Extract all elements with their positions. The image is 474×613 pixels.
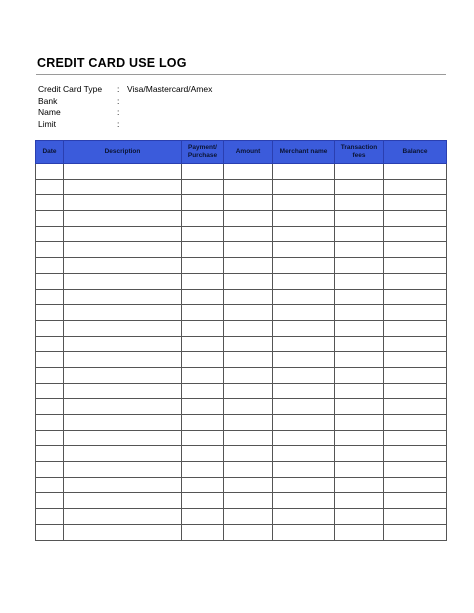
cell-merchant-name[interactable]: [273, 179, 335, 195]
cell-transaction-fees[interactable]: [335, 493, 384, 509]
cell-transaction-fees[interactable]: [335, 320, 384, 336]
header-merchant-name: Merchant name: [273, 141, 335, 164]
cell-amount[interactable]: [224, 430, 273, 446]
cell-balance[interactable]: [384, 477, 447, 493]
cell-date[interactable]: [36, 524, 64, 540]
table-row: [36, 477, 447, 493]
header-amount: Amount: [224, 141, 273, 164]
cell-transaction-fees[interactable]: [335, 336, 384, 352]
cell-amount[interactable]: [224, 320, 273, 336]
table-row: [36, 273, 447, 289]
table-body: [36, 164, 447, 541]
table-row: [36, 164, 447, 180]
cell-merchant-name[interactable]: [273, 383, 335, 399]
cell-merchant-name[interactable]: [273, 305, 335, 321]
header-date: Date: [36, 141, 64, 164]
cell-balance[interactable]: [384, 367, 447, 383]
cell-description[interactable]: [64, 211, 182, 227]
cell-transaction-fees[interactable]: [335, 195, 384, 211]
cell-description[interactable]: [64, 289, 182, 305]
cell-amount[interactable]: [224, 195, 273, 211]
cell-merchant-name[interactable]: [273, 273, 335, 289]
cell-payment-purchase[interactable]: [182, 195, 224, 211]
field-label: Credit Card Type: [38, 84, 103, 94]
cell-description[interactable]: [64, 273, 182, 289]
cell-payment-purchase[interactable]: [182, 367, 224, 383]
cell-payment-purchase[interactable]: [182, 179, 224, 195]
cell-amount[interactable]: [224, 242, 273, 258]
cell-balance[interactable]: [384, 258, 447, 274]
cell-date[interactable]: [36, 164, 64, 180]
cell-date[interactable]: [36, 258, 64, 274]
cell-description[interactable]: [64, 446, 182, 462]
field-label: Name: [38, 107, 61, 117]
cell-transaction-fees[interactable]: [335, 305, 384, 321]
cell-merchant-name[interactable]: [273, 258, 335, 274]
cell-amount[interactable]: [224, 367, 273, 383]
cell-payment-purchase[interactable]: [182, 336, 224, 352]
cell-amount[interactable]: [224, 179, 273, 195]
cell-description[interactable]: [64, 164, 182, 180]
table-row: [36, 352, 447, 368]
cell-balance[interactable]: [384, 524, 447, 540]
cell-merchant-name[interactable]: [273, 399, 335, 415]
cell-amount[interactable]: [224, 273, 273, 289]
cell-payment-purchase[interactable]: [182, 289, 224, 305]
cell-transaction-fees[interactable]: [335, 226, 384, 242]
cell-description[interactable]: [64, 399, 182, 415]
document-title: CREDIT CARD USE LOG: [37, 56, 187, 70]
cell-balance[interactable]: [384, 509, 447, 525]
field-limit: [38, 119, 212, 131]
cell-payment-purchase[interactable]: [182, 352, 224, 368]
cell-amount[interactable]: [224, 383, 273, 399]
cell-amount[interactable]: [224, 164, 273, 180]
cell-transaction-fees[interactable]: [335, 179, 384, 195]
cell-description[interactable]: [64, 179, 182, 195]
cell-description[interactable]: [64, 383, 182, 399]
table-row: [36, 524, 447, 540]
cell-merchant-name[interactable]: [273, 289, 335, 305]
cell-amount[interactable]: [224, 352, 273, 368]
cell-date[interactable]: [36, 305, 64, 321]
field-bank: [38, 96, 212, 108]
cell-description[interactable]: [64, 415, 182, 431]
cell-transaction-fees[interactable]: [335, 273, 384, 289]
table-row: [36, 493, 447, 509]
cell-merchant-name[interactable]: [273, 524, 335, 540]
cell-payment-purchase[interactable]: [182, 399, 224, 415]
cell-payment-purchase[interactable]: [182, 493, 224, 509]
cell-description[interactable]: [64, 226, 182, 242]
cell-description[interactable]: [64, 493, 182, 509]
cell-merchant-name[interactable]: [273, 415, 335, 431]
cell-date[interactable]: [36, 383, 64, 399]
table-row: [36, 195, 447, 211]
cell-merchant-name[interactable]: [273, 493, 335, 509]
cell-date[interactable]: [36, 446, 64, 462]
cell-balance[interactable]: [384, 415, 447, 431]
cell-amount[interactable]: [224, 477, 273, 493]
cell-transaction-fees[interactable]: [335, 462, 384, 478]
cell-date[interactable]: [36, 273, 64, 289]
cell-description[interactable]: [64, 477, 182, 493]
cell-balance[interactable]: [384, 305, 447, 321]
cell-description[interactable]: [64, 305, 182, 321]
cell-payment-purchase[interactable]: [182, 226, 224, 242]
cell-date[interactable]: [36, 226, 64, 242]
cell-transaction-fees[interactable]: [335, 258, 384, 274]
cell-description[interactable]: [64, 320, 182, 336]
cell-balance[interactable]: [384, 399, 447, 415]
cell-merchant-name[interactable]: [273, 509, 335, 525]
cell-date[interactable]: [36, 462, 64, 478]
cell-payment-purchase[interactable]: [182, 320, 224, 336]
cell-balance[interactable]: [384, 195, 447, 211]
cell-payment-purchase[interactable]: [182, 477, 224, 493]
cell-merchant-name[interactable]: [273, 211, 335, 227]
cell-date[interactable]: [36, 509, 64, 525]
cell-transaction-fees[interactable]: [335, 477, 384, 493]
header-balance: Balance: [384, 141, 447, 164]
cell-description[interactable]: [64, 242, 182, 258]
table-row: [36, 367, 447, 383]
cell-balance[interactable]: [384, 226, 447, 242]
cell-transaction-fees[interactable]: [335, 446, 384, 462]
cell-date[interactable]: [36, 195, 64, 211]
cell-date[interactable]: [36, 352, 64, 368]
field-separator: :: [117, 84, 120, 94]
cell-amount[interactable]: [224, 289, 273, 305]
cell-payment-purchase[interactable]: [182, 164, 224, 180]
cell-transaction-fees[interactable]: [335, 415, 384, 431]
cell-transaction-fees[interactable]: [335, 242, 384, 258]
cell-merchant-name[interactable]: [273, 462, 335, 478]
cell-balance[interactable]: [384, 446, 447, 462]
cell-payment-purchase[interactable]: [182, 415, 224, 431]
table-row: [36, 289, 447, 305]
cell-amount[interactable]: [224, 415, 273, 431]
cell-payment-purchase[interactable]: [182, 383, 224, 399]
cell-date[interactable]: [36, 179, 64, 195]
field-value: Visa/Mastercard/Amex: [127, 84, 213, 94]
cell-payment-purchase[interactable]: [182, 273, 224, 289]
cell-date[interactable]: [36, 493, 64, 509]
cell-transaction-fees[interactable]: [335, 367, 384, 383]
cell-description[interactable]: [64, 258, 182, 274]
cell-description[interactable]: [64, 352, 182, 368]
cell-transaction-fees[interactable]: [335, 352, 384, 368]
cell-amount[interactable]: [224, 226, 273, 242]
cell-merchant-name[interactable]: [273, 336, 335, 352]
cell-transaction-fees[interactable]: [335, 383, 384, 399]
cell-balance[interactable]: [384, 462, 447, 478]
cell-balance[interactable]: [384, 320, 447, 336]
cell-balance[interactable]: [384, 273, 447, 289]
cell-amount[interactable]: [224, 493, 273, 509]
table-row: [36, 305, 447, 321]
cell-merchant-name[interactable]: [273, 477, 335, 493]
cell-transaction-fees[interactable]: [335, 430, 384, 446]
cell-transaction-fees[interactable]: [335, 509, 384, 525]
cell-amount[interactable]: [224, 509, 273, 525]
cell-balance[interactable]: [384, 289, 447, 305]
cell-description[interactable]: [64, 430, 182, 446]
cell-balance[interactable]: [384, 430, 447, 446]
table-row: [36, 415, 447, 431]
title-divider: [36, 74, 446, 75]
cell-description[interactable]: [64, 367, 182, 383]
cell-payment-purchase[interactable]: [182, 258, 224, 274]
cell-payment-purchase[interactable]: [182, 462, 224, 478]
cell-merchant-name[interactable]: [273, 367, 335, 383]
cell-description[interactable]: [64, 524, 182, 540]
cell-balance[interactable]: [384, 352, 447, 368]
cell-merchant-name[interactable]: [273, 430, 335, 446]
table-row: [36, 446, 447, 462]
cell-balance[interactable]: [384, 211, 447, 227]
field-card-type: [38, 84, 212, 96]
cell-balance[interactable]: [384, 164, 447, 180]
table-row: [36, 430, 447, 446]
table-row: [36, 320, 447, 336]
field-separator: :: [117, 95, 120, 106]
cell-amount[interactable]: [224, 399, 273, 415]
cell-date[interactable]: [36, 320, 64, 336]
cell-balance[interactable]: [384, 242, 447, 258]
cell-amount[interactable]: [224, 211, 273, 227]
header-transaction-fees: Transaction fees: [335, 141, 384, 164]
table-row: [36, 509, 447, 525]
cell-payment-purchase[interactable]: [182, 430, 224, 446]
cell-amount[interactable]: [224, 524, 273, 540]
table-row: [36, 211, 447, 227]
cell-payment-purchase[interactable]: [182, 446, 224, 462]
table-row: [36, 226, 447, 242]
table-row: [36, 462, 447, 478]
cell-balance[interactable]: [384, 383, 447, 399]
cell-date[interactable]: [36, 430, 64, 446]
cell-date[interactable]: [36, 289, 64, 305]
cell-description[interactable]: [64, 336, 182, 352]
cell-date[interactable]: [36, 477, 64, 493]
credit-card-log-table: [35, 140, 447, 541]
cell-amount[interactable]: [224, 446, 273, 462]
table-row: [36, 383, 447, 399]
cell-balance[interactable]: [384, 493, 447, 509]
cell-date[interactable]: [36, 211, 64, 227]
cell-transaction-fees[interactable]: [335, 211, 384, 227]
cell-date[interactable]: [36, 415, 64, 431]
cell-payment-purchase[interactable]: [182, 242, 224, 258]
cell-description[interactable]: [64, 462, 182, 478]
cell-date[interactable]: [36, 399, 64, 415]
cell-payment-purchase[interactable]: [182, 305, 224, 321]
cell-merchant-name[interactable]: [273, 446, 335, 462]
card-info-section: [38, 84, 212, 130]
cell-transaction-fees[interactable]: [335, 164, 384, 180]
table-row: [36, 399, 447, 415]
table-row: [36, 258, 447, 274]
field-label: Bank: [38, 95, 58, 106]
cell-description[interactable]: [64, 195, 182, 211]
table-row: [36, 179, 447, 195]
cell-date[interactable]: [36, 336, 64, 352]
field-separator: :: [117, 118, 120, 129]
cell-balance[interactable]: [384, 336, 447, 352]
cell-merchant-name[interactable]: [273, 195, 335, 211]
field-label: Limit: [38, 118, 56, 129]
cell-date[interactable]: [36, 242, 64, 258]
cell-balance[interactable]: [384, 179, 447, 195]
cell-amount[interactable]: [224, 336, 273, 352]
cell-description[interactable]: [64, 509, 182, 525]
header-payment-purchase: Payment/ Purchase: [182, 141, 224, 164]
field-name: [38, 107, 212, 119]
cell-transaction-fees[interactable]: [335, 289, 384, 305]
cell-amount[interactable]: [224, 305, 273, 321]
header-description: Description: [64, 141, 182, 164]
cell-amount[interactable]: [224, 258, 273, 274]
cell-amount[interactable]: [224, 462, 273, 478]
table-row: [36, 242, 447, 258]
cell-payment-purchase[interactable]: [182, 211, 224, 227]
cell-transaction-fees[interactable]: [335, 399, 384, 415]
cell-payment-purchase[interactable]: [182, 509, 224, 525]
cell-merchant-name[interactable]: [273, 226, 335, 242]
table-row: [36, 336, 447, 352]
cell-merchant-name[interactable]: [273, 164, 335, 180]
cell-transaction-fees[interactable]: [335, 524, 384, 540]
cell-merchant-name[interactable]: [273, 320, 335, 336]
table-header-row: [36, 141, 447, 164]
field-separator: :: [117, 107, 120, 117]
cell-merchant-name[interactable]: [273, 352, 335, 368]
cell-date[interactable]: [36, 367, 64, 383]
cell-merchant-name[interactable]: [273, 242, 335, 258]
cell-payment-purchase[interactable]: [182, 524, 224, 540]
